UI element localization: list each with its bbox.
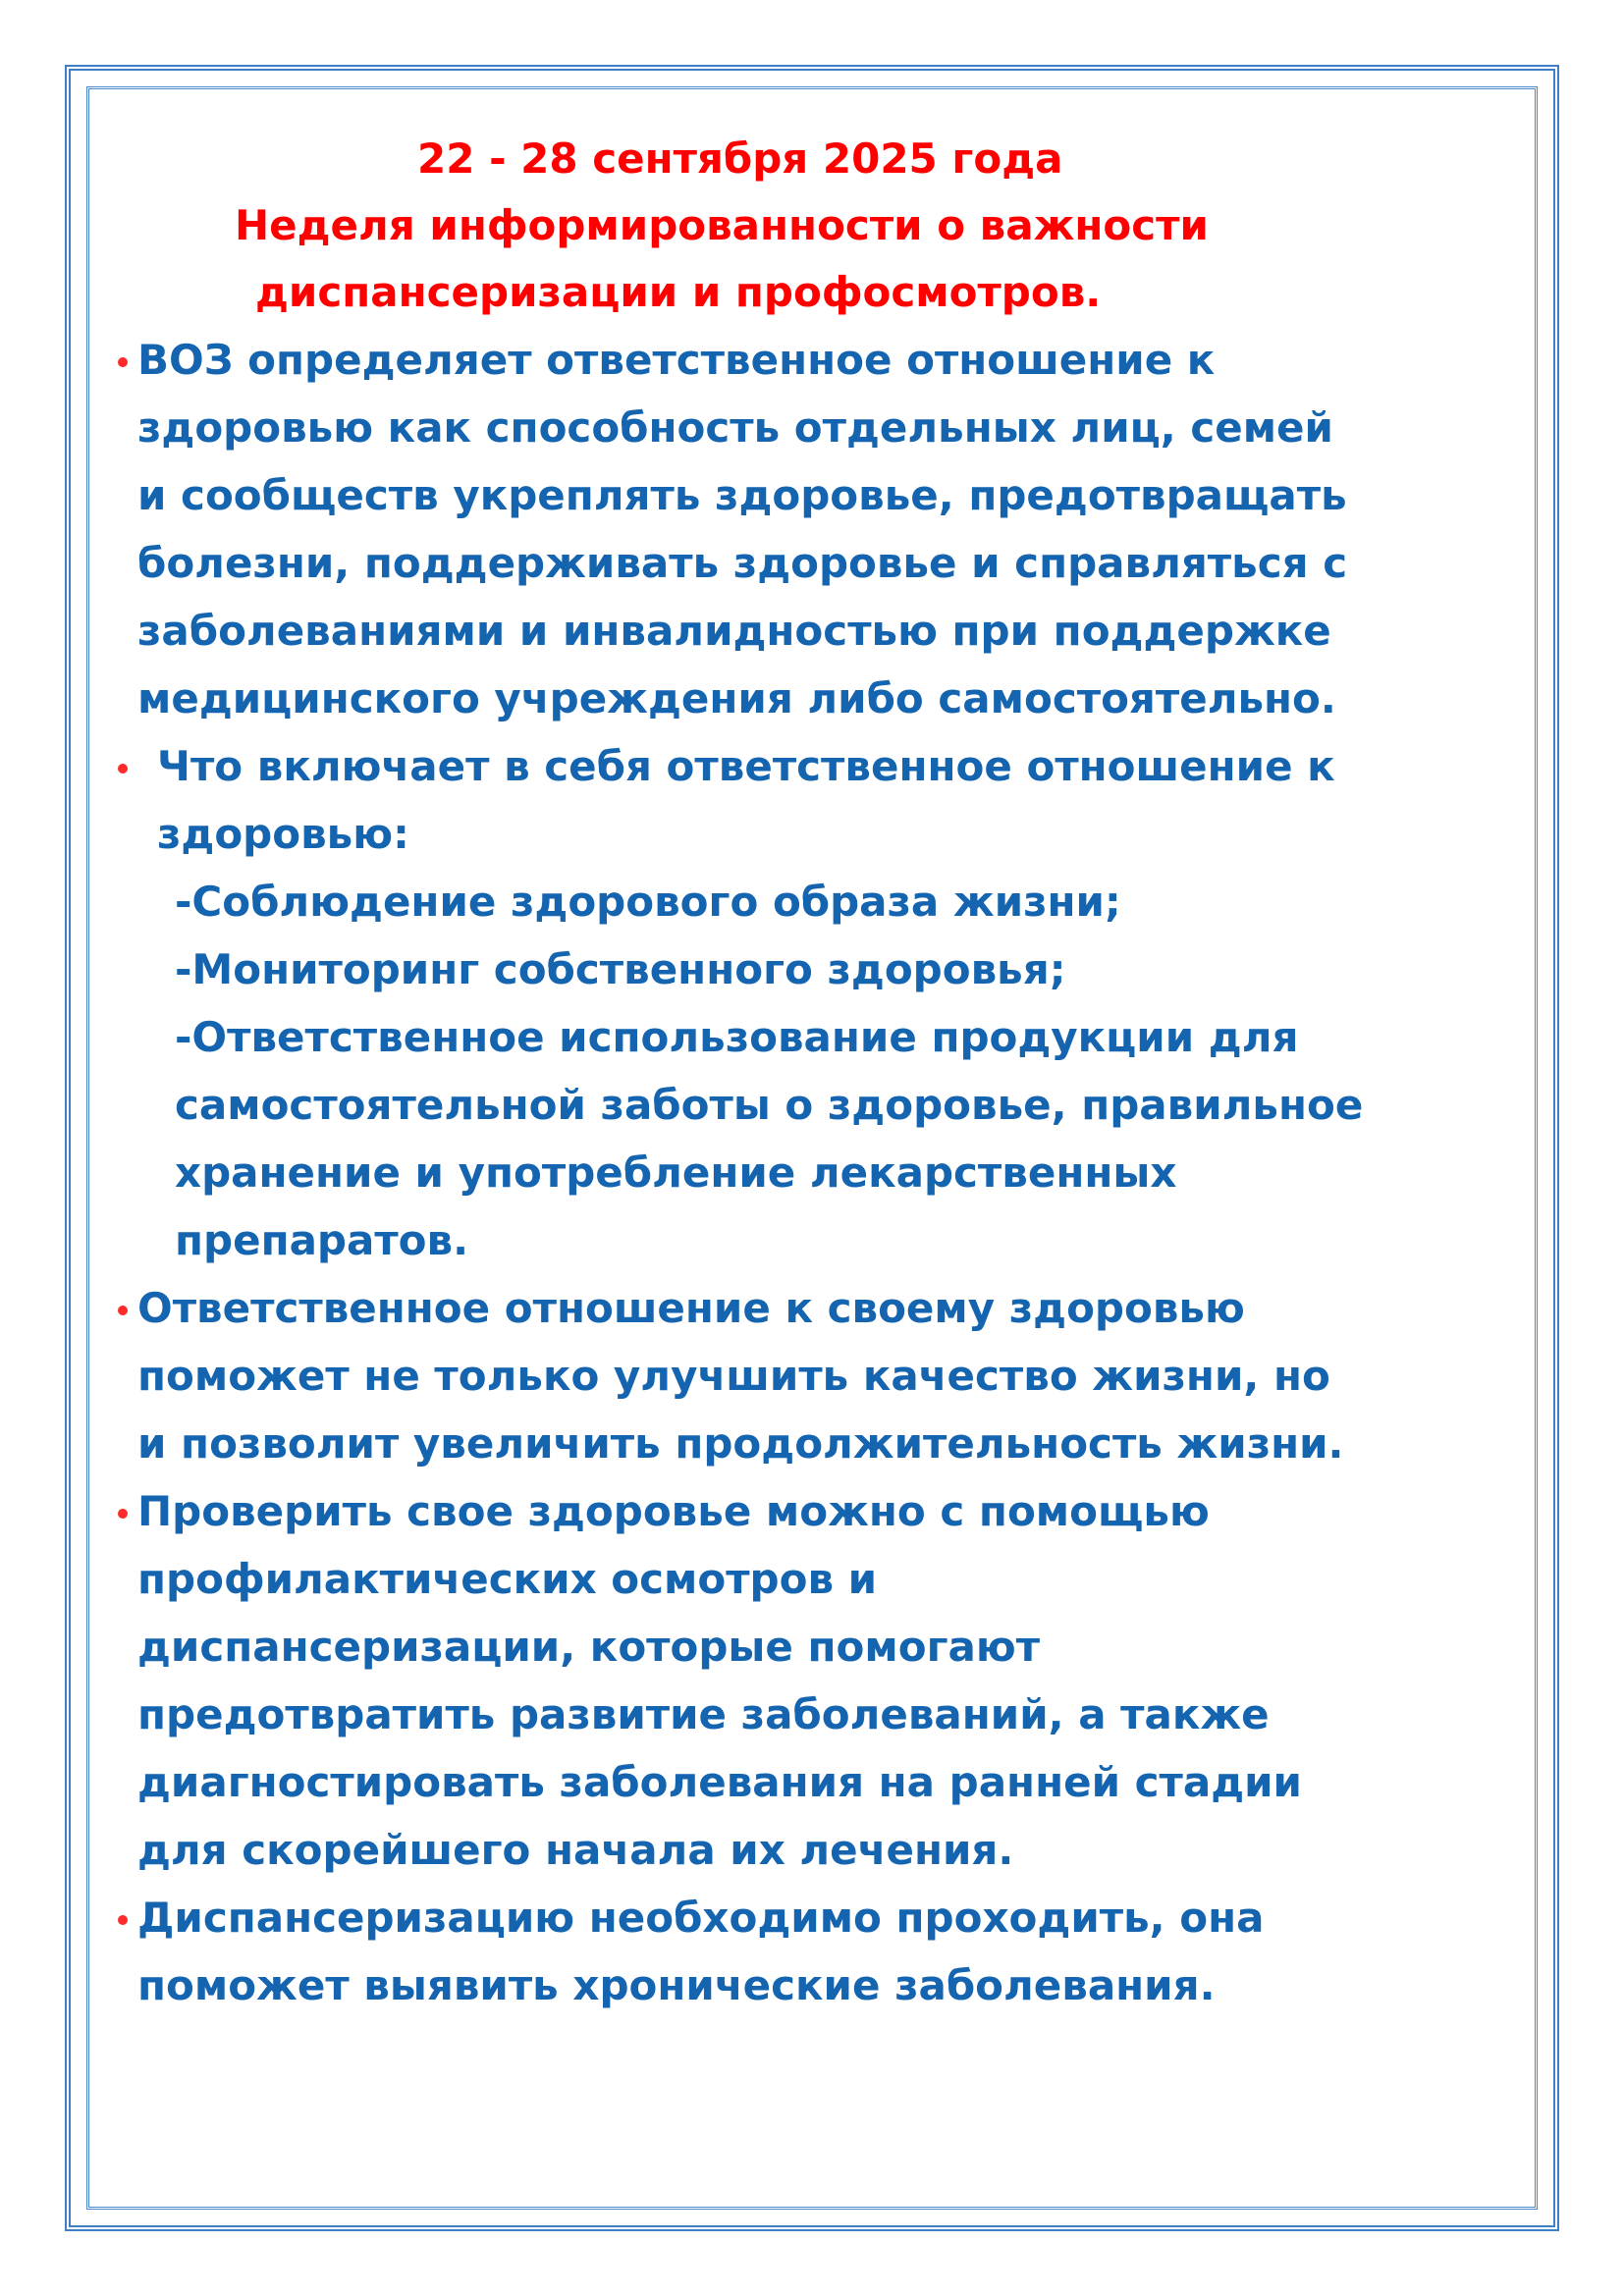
bullet-icon <box>118 1306 128 1315</box>
event-date: 22 - 28 сентября 2025 года <box>417 134 1063 183</box>
bullet-icon <box>118 1509 128 1519</box>
document-content <box>137 126 1453 2019</box>
list-item-text: ВОЗ определяет ответственное отношение к <box>137 336 1216 384</box>
list-item-text: и позволит увеличить продолжительность жизни. <box>137 1419 1344 1468</box>
event-title-line-1: Неделя информированности о важности <box>235 201 1209 249</box>
sub-item-text: -Соблюдение здорового образа жизни; <box>175 878 1121 926</box>
list-item-text: Ответственное отношение к своему здоровью <box>137 1284 1245 1332</box>
list-item-text: поможет не только улучшить качество жизни, но <box>137 1352 1330 1400</box>
bullet-icon <box>118 1915 128 1925</box>
list-item-text: и сообществ укреплять здоровье, предотвращать <box>137 471 1347 519</box>
sub-item-text: самостоятельной заботы о здоровье, правильное <box>175 1081 1364 1129</box>
sub-item-text: -Мониторинг собственного здоровья; <box>175 945 1066 993</box>
list-item-text: медицинского учреждения либо самостоятельно. <box>137 674 1336 722</box>
list-item-text: поможет выявить хронические заболевания. <box>137 1961 1216 2009</box>
list-item-text: болезни, поддерживать здоровье и справляться с <box>137 539 1348 587</box>
event-title-line-2: диспансеризации и профосмотров. <box>255 268 1102 316</box>
list-item <box>137 1884 1453 2019</box>
list-item <box>137 732 1453 1274</box>
list-item <box>137 326 1453 732</box>
sub-item-text: препаратов. <box>175 1216 469 1264</box>
sub-item-text: -Ответственное использование продукции для <box>175 1013 1299 1061</box>
bullet-icon <box>118 357 128 367</box>
list-item-text: заболеваниями и инвалидностью при поддержке <box>137 607 1331 655</box>
list-item-text: профилактических осмотров и <box>137 1555 878 1603</box>
list-item-text: здоровью как способность отдельных лиц, семей <box>137 403 1333 452</box>
list-item-text: Проверить свое здоровье можно с помощью <box>137 1487 1210 1535</box>
list-item-text: Диспансеризацию необходимо проходить, она <box>137 1894 1265 1942</box>
sub-item-text: хранение и употребление лекарственных <box>175 1148 1177 1197</box>
list-item-text: предотвратить развитие заболеваний, а также <box>137 1690 1270 1738</box>
list-item-text: для скорейшего начала их лечения. <box>137 1826 1014 1874</box>
bullet-icon <box>118 764 128 774</box>
list-item-text: диагностировать заболевания на ранней стадии <box>137 1758 1302 1806</box>
list-item-text: Что включает в себя ответственное отношение к <box>157 742 1335 790</box>
list-item <box>137 1274 1453 1477</box>
list-item-text: диспансеризации, которые помогают <box>137 1623 1041 1671</box>
list-item-text: здоровью: <box>157 810 409 858</box>
list-item <box>137 1477 1453 1884</box>
